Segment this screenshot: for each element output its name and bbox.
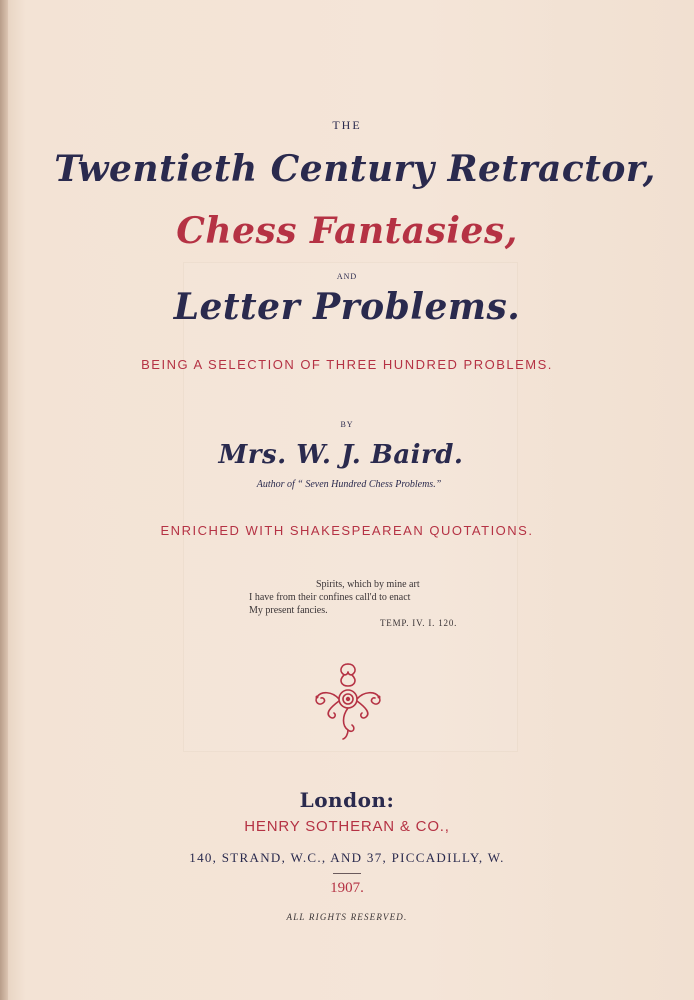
epigraph-line-1: Spirits, which by mine art <box>316 579 420 590</box>
epigraph-line-2: I have from their confines call'd to enact <box>249 592 411 603</box>
title-conjunction: AND <box>336 272 358 281</box>
by-label: BY <box>340 420 354 429</box>
title-line-2: Chess Fantasies, <box>176 210 518 252</box>
title-article: THE <box>332 118 362 132</box>
subtitle: BEING A SELECTION OF THREE HUNDRED PROBLEMS. <box>141 357 553 372</box>
title-line-3: Letter Problems. <box>173 286 521 328</box>
divider-rule <box>333 873 361 874</box>
place-of-publication: London: <box>299 788 395 812</box>
title-line-1: Twentieth Century Retractor, <box>54 148 656 190</box>
epigraph-line-3: My present fancies. <box>249 605 328 616</box>
floral-ornament-icon <box>308 660 388 742</box>
rights-notice: ALL RIGHTS RESERVED. <box>286 912 408 922</box>
publisher-address: 140, STRAND, W.C., AND 37, PICCADILLY, W. <box>189 850 505 865</box>
enriched-note: ENRICHED WITH SHAKESPEAREAN QUOTATIONS. <box>160 523 534 538</box>
publication-year: 1907. <box>330 880 364 896</box>
epigraph-reference: TEMP. IV. I. 120. <box>380 618 458 628</box>
author-credit: Author of “ Seven Hundred Chess Problems.” <box>256 479 442 490</box>
author-name: Mrs. W. J. Baird. <box>218 440 464 470</box>
publisher: HENRY SOTHERAN & CO., <box>244 818 450 835</box>
epigraph <box>249 578 469 630</box>
